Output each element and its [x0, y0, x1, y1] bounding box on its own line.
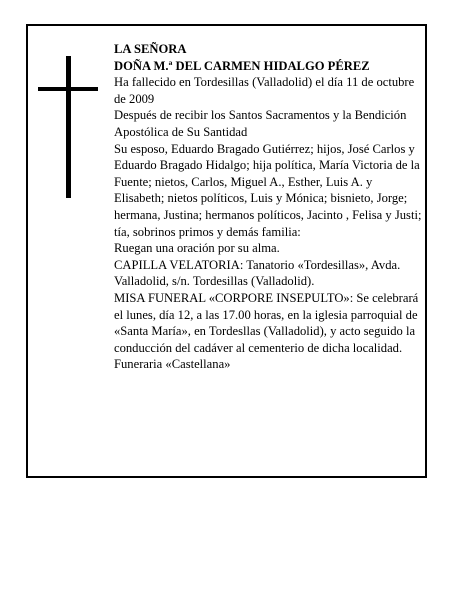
- notice-heading-title: LA SEÑORA: [114, 42, 187, 56]
- cross-horizontal-bar: [38, 87, 98, 91]
- notice-paragraph-sacraments: Después de recibir los Santos Sacramentos y la Bendición Apostólica de Su Santidad: [114, 108, 407, 139]
- obituary-notice: [26, 24, 427, 478]
- notice-paragraph-death: Ha fallecido en Tordesillas (Valladolid) el día 11 de octubre: [114, 75, 415, 90]
- notice-paragraph-prayer: Ruegan una oración por su alma.: [114, 241, 280, 256]
- notice-paragraph-year: de 2009: [114, 91, 155, 106]
- cross-vertical-bar: [66, 56, 71, 198]
- notice-paragraph-family: Su esposo, Eduardo Bragado Gutiérrez; hijos, José Carlos y Eduardo Bragado Hidalgo; hija política, María Victoria de la Fuente; nietos, Carlos, Miguel A., Esther, Luis A. y Elisabeth; nietos políticos, Luis y Mónica; bisnieto, Jorge; hermana, Justina; hermanos políticos, Jacinto , Felisa y Justi; tía, sobrinos primos y demás familia:: [114, 141, 422, 239]
- notice-deceased-name: DOÑA M.ª DEL CARMEN HIDALGO PÉREZ: [114, 58, 370, 73]
- notice-paragraph-chapel: CAPILLA VELATORIA: Tanatorio «Tordesillas», Avda. Valladolid, s/n. Tordesillas (Valladolid).: [114, 257, 401, 289]
- notice-paragraph-funeral-mass: MISA FUNERAL «CORPORE INSEPULTO»: Se celebrará el lunes, día 12, a las 17.00 horas, en la iglesia parroquial de «Santa María», en Tordesllas (Valladolid), y acto seguido la conducción del cadáver al cementerio de dicha localidad.: [114, 290, 419, 355]
- notice-text: [114, 41, 424, 373]
- cross-icon: [38, 56, 98, 198]
- notice-paragraph-funeral-home: Funeraria «Castellana»: [114, 357, 231, 372]
